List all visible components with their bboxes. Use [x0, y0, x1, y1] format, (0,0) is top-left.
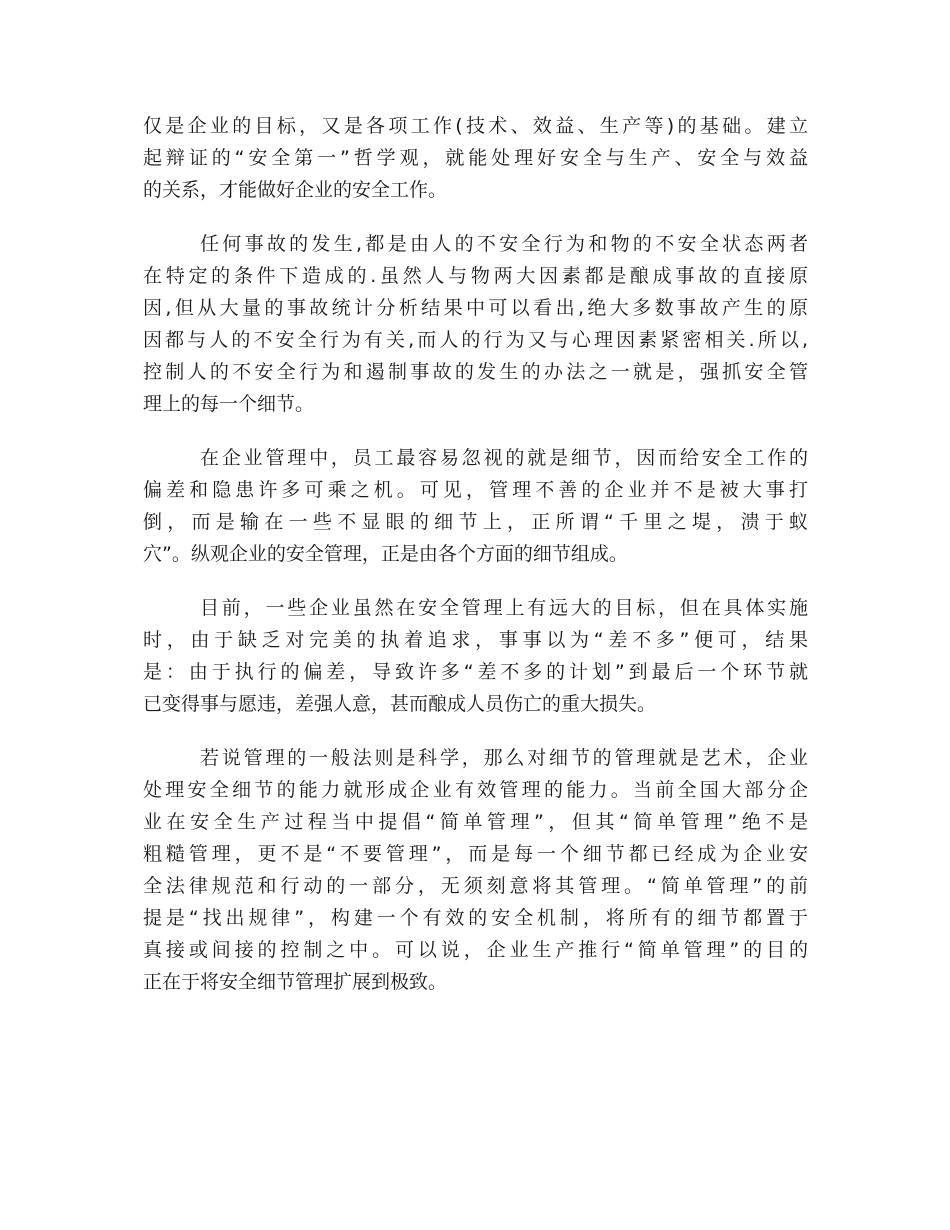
text-line: 业在安全生产过程当中提倡“简单管理”，但其“简单管理”绝不是	[143, 811, 808, 833]
text-line: 正在于将安全细节管理扩展到极致。	[143, 971, 448, 993]
text-line: 倒，而是输在一些不显眼的细节上，正所谓“千里之堤，溃于蚁	[143, 511, 808, 533]
text-line: 全法律规范和行动的一部分，无须刻意将其管理。“简单管理”的前	[143, 875, 808, 897]
text-line: 目前，一些企业虽然在安全管理上有远大的目标，但在具体实施	[200, 597, 808, 619]
text-line: 穴”。纵观企业的安全管理，正是由各个方面的细节组成。	[143, 543, 628, 565]
text-line: 粗糙管理，更不是“不要管理”，而是每一个细节都已经成为企业安	[143, 843, 808, 865]
paragraph-2	[143, 228, 808, 420]
paragraph-1	[143, 110, 808, 206]
text-line: 处理安全细节的能力就形成企业有效管理的能力。当前全国大部分企	[143, 779, 808, 801]
paragraph-4	[143, 592, 808, 720]
text-line: 时，由于缺乏对完美的执着追求，事事以为“差不多”便可，结果	[143, 629, 808, 651]
text-line: 因,但从大量的事故统计分析结果中可以看出,绝大多数事故产生的原	[143, 297, 808, 319]
text-line: 已变得事与愿违，差强人意，甚而酿成人员伤亡的重大损失。	[143, 693, 657, 715]
document-body	[143, 110, 808, 1020]
text-line: 起辩证的“安全第一”哲学观，就能处理好安全与生产、安全与效益	[143, 147, 808, 169]
text-line: 偏差和隐患许多可乘之机。可见，管理不善的企业并不是被大事打	[143, 479, 808, 501]
text-line: 是：由于执行的偏差，导致许多“差不多的计划”到最后一个环节就	[143, 661, 808, 683]
text-line: 真接或间接的控制之中。可以说，企业生产推行“简单管理”的目的	[143, 939, 808, 961]
text-line: 任何事故的发生,都是由人的不安全行为和物的不安全状态两者	[200, 233, 808, 255]
text-line: 若说管理的一般法则是科学，那么对细节的管理就是艺术，企业	[200, 747, 808, 769]
text-line: 理上的每一个细节。	[143, 393, 315, 415]
text-line: 因都与人的不安全行为有关,而人的行为又与心理因素紧密相关.所以,	[143, 329, 808, 351]
text-line: 在企业管理中，员工最容易忽视的就是细节，因而给安全工作的	[200, 447, 808, 469]
text-line: 仅是企业的目标，又是各项工作(技术、效益、生产等)的基础。建立	[143, 115, 808, 137]
text-line: 的关系，才能做好企业的安全工作。	[143, 179, 448, 201]
paragraph-3	[143, 442, 808, 570]
text-line: 控制人的不安全行为和遏制事故的发生的办法之一就是，强抓安全管	[143, 361, 808, 383]
paragraph-5	[143, 742, 808, 998]
text-line: 提是“找出规律”，构建一个有效的安全机制，将所有的细节都置于	[143, 907, 808, 929]
text-line: 在特定的条件下造成的.虽然人与物两大因素都是酿成事故的直接原	[143, 265, 808, 287]
